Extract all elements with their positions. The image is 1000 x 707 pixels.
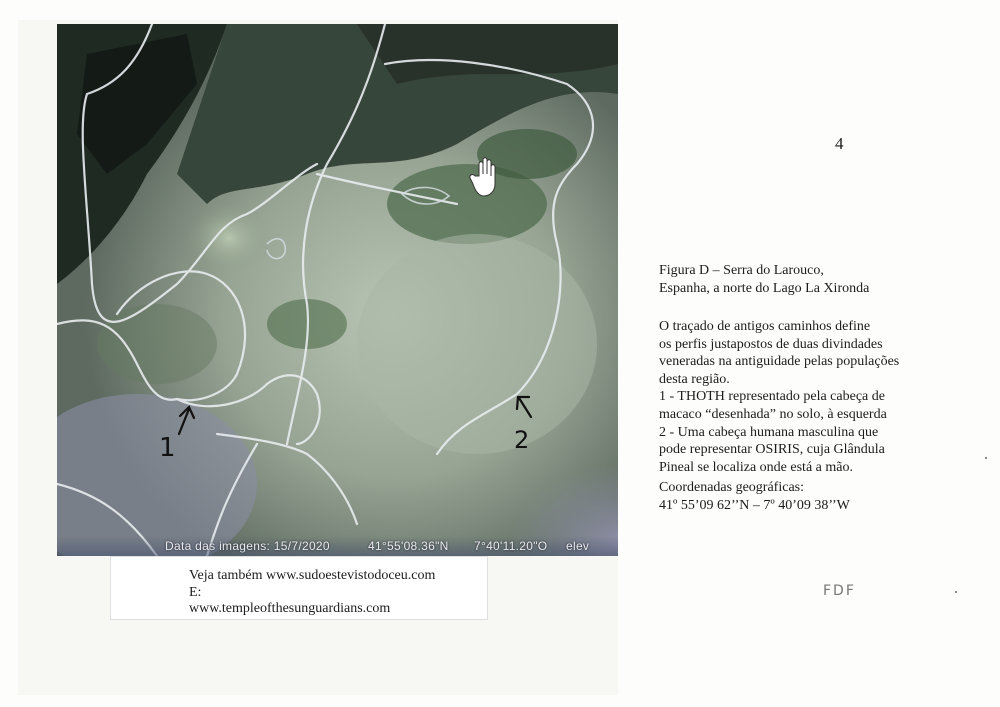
satellite-terrain xyxy=(57,24,618,556)
description-line: O traçado de antigos caminhos define xyxy=(659,319,871,334)
figure-title-line-2: Espanha, a norte do Lago La Xironda xyxy=(659,281,870,296)
figure-description xyxy=(659,318,909,476)
page-number: 4 xyxy=(835,134,844,153)
description-line: pode representar OSIRIS, cuja Glândula xyxy=(659,442,885,458)
marker-1-label: 1 xyxy=(159,433,176,463)
description-line: Pineal se localiza onde está a mão. xyxy=(659,459,853,475)
image-latitude: 41°55'08.36"N xyxy=(368,539,449,553)
description-line: veneradas na antiguidade pelas populações xyxy=(659,354,900,370)
figure-title xyxy=(659,262,869,298)
see-also-box xyxy=(110,556,488,620)
image-date: Data das imagens: 15/7/2020 xyxy=(165,539,330,553)
scan-speck xyxy=(985,457,987,459)
author-initials: FDF xyxy=(823,583,856,599)
scan-speck xyxy=(955,591,957,593)
see-also-line-1: Veja também www.sudoestevistodoceu.com xyxy=(189,568,436,583)
description-line: desta região. xyxy=(659,371,730,387)
coordinates-label: Coordenadas geográficas: xyxy=(659,480,804,495)
description-line: macaco “desenhada” no solo, à esquerda xyxy=(659,406,887,422)
coordinates xyxy=(659,479,850,514)
see-also-line-3: www.templeofthesunguardians.com xyxy=(189,601,391,616)
image-info-bar xyxy=(57,536,618,556)
figure-title-line-1: Figura D – Serra do Larouco, xyxy=(659,263,824,278)
image-elevation: elev xyxy=(566,539,590,553)
description-line: os perfis justapostos de duas divindades xyxy=(659,336,883,352)
see-also-line-2: E: xyxy=(189,585,202,600)
satellite-image xyxy=(57,24,618,556)
image-longitude: 7°40'11.20"O xyxy=(474,539,548,553)
coordinates-value: 41º 55’09 62’’N – 7º 40’09 38’’W xyxy=(659,497,850,513)
description-line: 1 - THOTH representado pela cabeça de xyxy=(659,389,885,405)
marker-2-label: 2 xyxy=(514,426,530,454)
description-line: 2 - Uma cabeça humana masculina que xyxy=(659,424,879,440)
